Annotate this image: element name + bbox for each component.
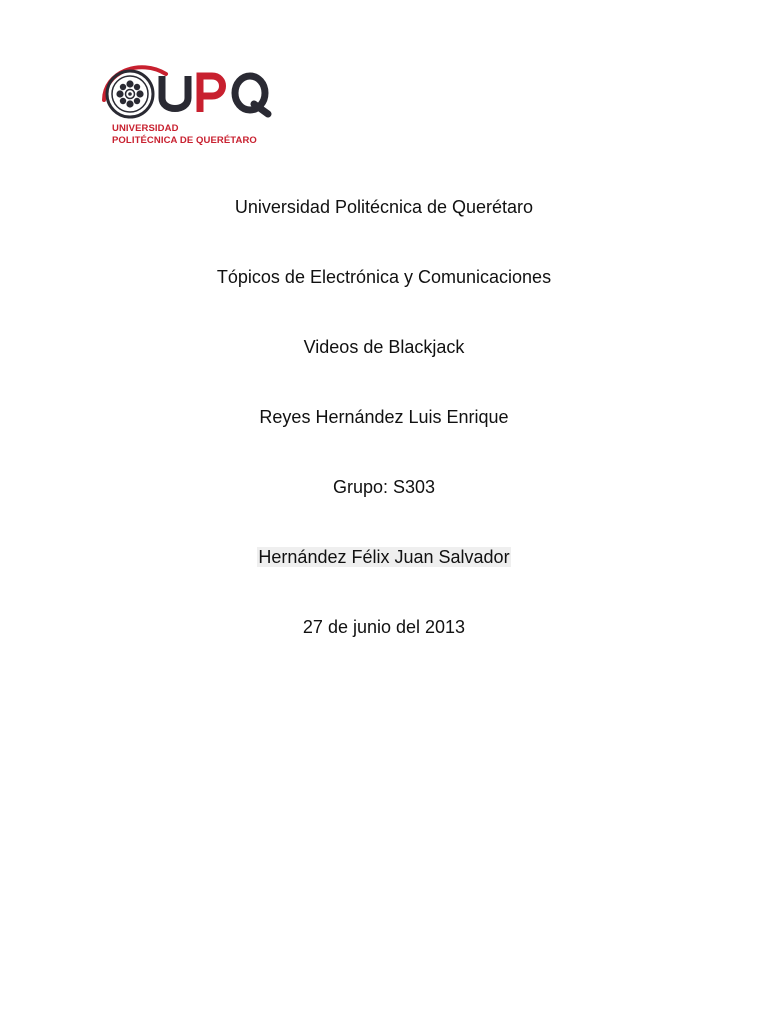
course-name: Tópicos de Electrónica y Comunicaciones xyxy=(216,267,552,287)
upq-seal-icon xyxy=(100,60,280,122)
professor-name: Hernández Félix Juan Salvador xyxy=(258,547,510,567)
document-date: 27 de junio del 2013 xyxy=(302,617,466,637)
group-label: Grupo: S303 xyxy=(332,477,436,497)
university-name: Universidad Politécnica de Querétaro xyxy=(234,197,534,217)
document-title: Videos de Blackjack xyxy=(303,337,465,357)
logo-name-line1: UNIVERSIDAD xyxy=(112,123,179,134)
author-name: Reyes Hernández Luis Enrique xyxy=(259,407,509,427)
university-logo xyxy=(100,60,280,152)
professor-line xyxy=(0,546,768,568)
logo-name-line2: POLITÉCNICA DE QUERÉTARO xyxy=(112,135,257,146)
